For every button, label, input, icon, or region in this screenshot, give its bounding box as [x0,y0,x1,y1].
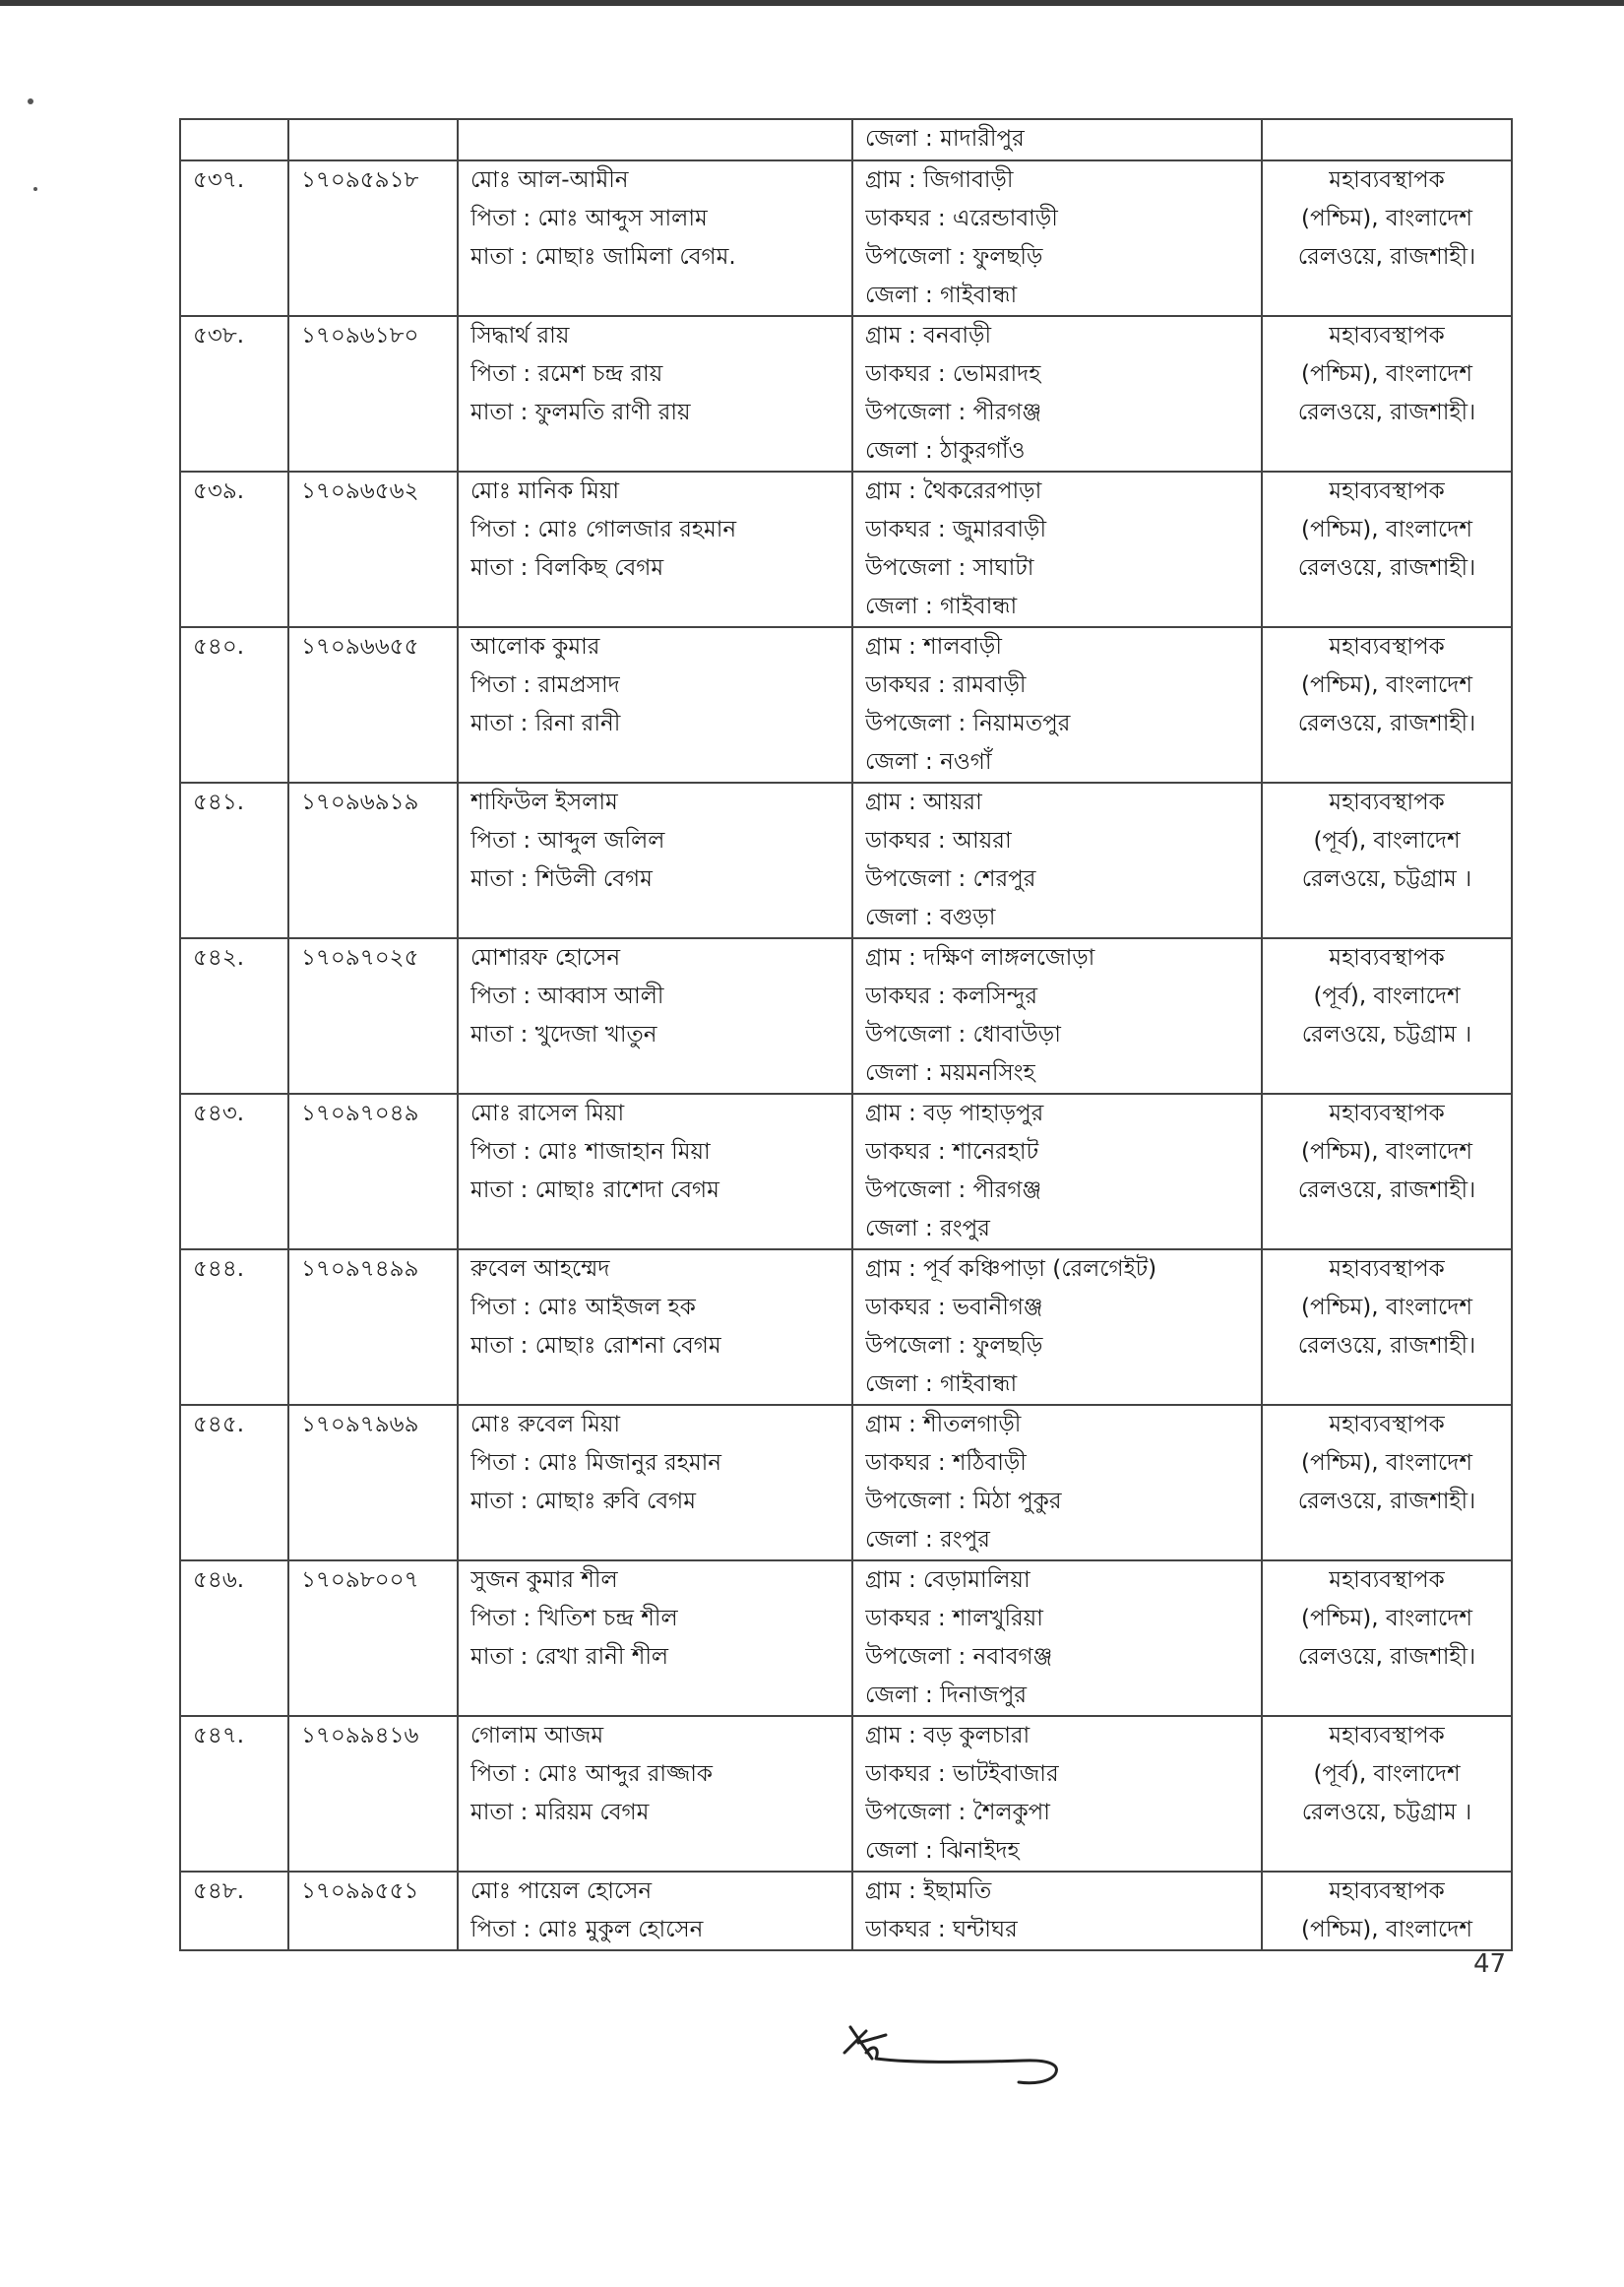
scan-speck [33,187,37,191]
office-line: মহাব্যবস্থাপক [1329,634,1445,660]
office-line: (পশ্চিম), বাংলাদেশ [1301,672,1472,698]
office-line: মহাব্যবস্থাপক [1329,1412,1445,1437]
office-line: রেলওয়ে, রাজশাহী। [1297,400,1476,425]
table-row [180,1249,1512,1405]
office-cell [1262,119,1512,160]
serial-number: ৫৪৮. [193,1878,245,1904]
address-line: উপজেলা : নিয়ামতপুর [865,711,1071,736]
candidate-name: গোলাম আজম [470,1723,604,1748]
candidate-table-body [180,119,1512,1950]
address-line: জেলা : ময়মনসিংহ [865,1060,1035,1086]
page-number: 47 [1473,1949,1507,1979]
address-line: ডাকঘর : ঘন্টাঘর [865,1917,1018,1942]
serial-cell [180,783,288,938]
office-line: মহাব্যবস্থাপক [1329,1878,1445,1904]
office-line: (পশ্চিম), বাংলাদেশ [1301,517,1472,542]
address-line: জেলা : গাইবান্ধা [865,283,1018,308]
parent-name: মাতা : মোছাঃ জামিলা বেগম. [470,244,736,270]
address-cell [852,1872,1262,1950]
address-line: ডাকঘর : ভাটইবাজার [865,1761,1059,1787]
top-scan-edge [0,0,1624,6]
address-cell [852,1094,1262,1249]
parent-name: মাতা : শিউলী বেগম [470,866,653,892]
office-line: মহাব্যবস্থাপক [1329,478,1445,504]
candidate-name: মোঃ পায়েল হোসেন [470,1878,653,1904]
office-line: রেলওয়ে, রাজশাহী। [1297,1177,1476,1203]
office-line: রেলওয়ে, চট্টগ্রাম । [1301,866,1472,892]
roll-number: ১৭০৯৭০২৫ [301,945,419,971]
roll-number: ১৭০৯৬১৮০ [301,323,419,349]
parent-name: পিতা : মোঃ মুকুল হোসেন [470,1917,704,1942]
candidate-name: সিদ্ধার্থ রায় [470,323,570,349]
office-line: রেলওয়ে, রাজশাহী। [1297,1333,1476,1359]
address-cell [852,1249,1262,1405]
roll-cell [288,1094,458,1249]
address-line: ডাকঘর : কলসিন্দুর [865,984,1038,1009]
table-row [180,316,1512,472]
parent-name: মাতা : মোছাঃ রাশেদা বেগম [470,1177,719,1203]
office-cell [1262,472,1512,627]
serial-number: ৫৪৩. [193,1101,245,1126]
office-line: (পশ্চিম), বাংলাদেশ [1301,361,1472,387]
office-line: রেলওয়ে, রাজশাহী। [1297,1644,1476,1670]
parent-name: পিতা : রামপ্রসাদ [470,672,620,698]
name-cell [458,627,852,783]
continuation-row [180,119,1512,160]
parent-name: পিতা : মোঃ শাজাহান মিয়া [470,1139,711,1165]
parent-name: পিতা : মোঃ আইজল হক [470,1295,696,1320]
address-line: গ্রাম : বড় পাহাড়পুর [865,1101,1044,1126]
office-line: মহাব্যবস্থাপক [1329,167,1445,193]
serial-cell [180,1094,288,1249]
table-row [180,1405,1512,1560]
address-line: গ্রাম : শালবাড়ী [865,634,1002,660]
address-line: জেলা : ঠাকুরগাঁও [865,438,1026,464]
office-line: (পশ্চিম), বাংলাদেশ [1301,206,1472,231]
roll-number: ১৭০৯৬৫৬২ [301,478,419,504]
address-line: জেলা : গাইবান্ধা [865,1371,1018,1397]
office-line: (পূর্ব), বাংলাদেশ [1313,1761,1461,1787]
office-line: মহাব্যবস্থাপক [1329,323,1445,349]
office-line: (পশ্চিম), বাংলাদেশ [1301,1450,1472,1476]
address-cell [852,472,1262,627]
office-line: (পশ্চিম), বাংলাদেশ [1301,1606,1472,1631]
roll-cell [288,938,458,1094]
address-cell [852,1716,1262,1872]
office-line: (পশ্চিম), বাংলাদেশ [1301,1917,1472,1942]
parent-name: মাতা : মরিয়ম বেগম [470,1800,650,1825]
candidate-table [179,118,1513,1951]
roll-number: ১৭০৯৯৫৫১ [301,1878,419,1904]
table-row [180,938,1512,1094]
address-cell [852,627,1262,783]
roll-cell [288,119,458,160]
serial-cell [180,1405,288,1560]
serial-cell [180,119,288,160]
address-line: গ্রাম : ইছামতি [865,1878,992,1904]
roll-number: ১৭০৯৬৯১৯ [301,790,419,815]
serial-cell [180,1560,288,1716]
candidate-name: মোঃ মানিক মিয়া [470,478,620,504]
candidate-name: রুবেল আহম্মেদ [470,1256,610,1282]
parent-name: পিতা : মোঃ মিজানুর রহমান [470,1450,722,1476]
parent-name: মাতা : ফুলমতি রাণী রায় [470,400,691,425]
address-cell [852,119,1262,160]
name-cell [458,783,852,938]
serial-cell [180,1249,288,1405]
office-line: (পূর্ব), বাংলাদেশ [1313,984,1461,1009]
serial-number: ৫৪৪. [193,1256,245,1282]
address-line: গ্রাম : দক্ষিণ লাঙ্গলজোড়া [865,945,1095,971]
roll-cell [288,472,458,627]
office-line: (পশ্চিম), বাংলাদেশ [1301,1295,1472,1320]
office-cell [1262,1094,1512,1249]
candidate-name: মোঃ রাসেল মিয়া [470,1101,625,1126]
address-line: গ্রাম : বেড়ামালিয়া [865,1567,1031,1593]
table-row [180,160,1512,316]
roll-cell [288,316,458,472]
address-line: গ্রাম : আয়রা [865,790,982,815]
roll-cell [288,1405,458,1560]
serial-number: ৫৪০. [193,634,245,660]
parent-name: মাতা : মোছাঃ রোশনা বেগম [470,1333,721,1359]
address-line: ডাকঘর : আয়রা [865,828,1012,854]
serial-cell [180,316,288,472]
address-line: গ্রাম : বড় কুলচারা [865,1723,1031,1748]
office-line: মহাব্যবস্থাপক [1329,1567,1445,1593]
address-line: ডাকঘর : শঠিবাড়ী [865,1450,1027,1476]
name-cell [458,1560,852,1716]
roll-number: ১৭০৯৮০০৭ [301,1567,419,1593]
roll-cell [288,783,458,938]
table-row [180,1716,1512,1872]
office-cell [1262,627,1512,783]
serial-number: ৫৩৭. [193,167,245,193]
address-line: উপজেলা : মিঠা পুকুর [865,1489,1062,1514]
serial-number: ৫৩৯. [193,478,245,504]
office-line: রেলওয়ে, চট্টগ্রাম । [1301,1800,1472,1825]
office-cell [1262,1249,1512,1405]
office-cell [1262,316,1512,472]
office-cell [1262,1716,1512,1872]
parent-name: পিতা : আব্দুল জলিল [470,828,665,854]
office-cell [1262,938,1512,1094]
name-cell [458,1094,852,1249]
parent-name: পিতা : আব্বাস আলী [470,984,664,1009]
address-cell [852,1405,1262,1560]
office-line: রেলওয়ে, রাজশাহী। [1297,711,1476,736]
roll-cell [288,160,458,316]
table-row [180,1560,1512,1716]
serial-cell [180,1872,288,1950]
roll-number: ১৭০৯৭০৪৯ [301,1101,419,1126]
parent-name: পিতা : খিতিশ চন্দ্র শীল [470,1606,678,1631]
name-cell [458,938,852,1094]
address-line: জেলা : দিনাজপুর [865,1683,1027,1708]
roll-cell [288,1716,458,1872]
candidate-name: সুজন কুমার শীল [470,1567,618,1593]
signature-mark [837,2013,1093,2102]
office-line: (পশ্চিম), বাংলাদেশ [1301,1139,1472,1165]
address-line: গ্রাম : শীতলগাড়ী [865,1412,1022,1437]
serial-cell [180,160,288,316]
parent-name: মাতা : রিনা রানী [470,711,621,736]
address-line: জেলা : বগুড়া [865,905,996,930]
roll-cell [288,627,458,783]
address-line: উপজেলা : শেরপুর [865,866,1036,892]
roll-number: ১৭০৯৫৯১৮ [301,167,419,193]
serial-number: ৫৪৫. [193,1412,245,1437]
serial-number: ৫৪৭. [193,1723,245,1748]
roll-cell [288,1872,458,1950]
address-line: উপজেলা : সাঘাটা [865,555,1034,581]
address-line: ডাকঘর : ভবানীগঞ্জ [865,1295,1043,1320]
table-row [180,1094,1512,1249]
scan-speck [28,98,33,104]
roll-cell [288,1560,458,1716]
serial-cell [180,627,288,783]
candidate-name: শাফিউল ইসলাম [470,790,618,815]
parent-name: পিতা : রমেশ চন্দ্র রায় [470,361,663,387]
office-line: রেলওয়ে, রাজশাহী। [1297,555,1476,581]
serial-cell [180,1716,288,1872]
office-line: মহাব্যবস্থাপক [1329,945,1445,971]
office-line: রেলওয়ে, রাজশাহী। [1297,1489,1476,1514]
address-line: জেলা : নওগাঁ [865,749,992,775]
parent-name: মাতা : মোছাঃ রুবি বেগম [470,1489,697,1514]
roll-number: ১৭০৯৭৪৯৯ [301,1256,419,1282]
table-row [180,783,1512,938]
serial-number: ৫৩৮. [193,323,245,349]
office-line: (পূর্ব), বাংলাদেশ [1313,828,1461,854]
candidate-name: মোঃ আল-আমীন [470,167,629,193]
roll-cell [288,1249,458,1405]
name-cell [458,1249,852,1405]
serial-number: ৫৪৬. [193,1567,245,1593]
table-row [180,1872,1512,1950]
office-line: মহাব্যবস্থাপক [1329,790,1445,815]
office-line: মহাব্যবস্থাপক [1329,1723,1445,1748]
address-line: উপজেলা : ধোবাউড়া [865,1022,1061,1048]
address-line: জেলা : মাদারীপুর [865,126,1025,152]
address-line: জেলা : ঝিনাইদহ [865,1838,1020,1864]
roll-number: ১৭০৯৭৯৬৯ [301,1412,419,1437]
name-cell [458,160,852,316]
name-cell [458,1405,852,1560]
address-line: উপজেলা : পীরগঞ্জ [865,1177,1042,1203]
address-cell [852,1560,1262,1716]
address-line: ডাকঘর : এরেন্ডাবাড়ী [865,206,1058,231]
office-cell [1262,1405,1512,1560]
table-row [180,472,1512,627]
candidate-name: আলোক কুমার [470,634,600,660]
address-line: উপজেলা : ফুলছড়ি [865,244,1043,270]
parent-name: পিতা : মোঃ গোলজার রহমান [470,517,737,542]
parent-name: মাতা : রেখা রানী শীল [470,1644,669,1670]
address-cell [852,938,1262,1094]
parent-name: পিতা : মোঃ আব্দুস সালাম [470,206,708,231]
address-line: উপজেলা : নবাবগঞ্জ [865,1644,1053,1670]
address-line: উপজেলা : ফুলছড়ি [865,1333,1043,1359]
name-cell [458,1716,852,1872]
address-line: ডাকঘর : জুমারবাড়ী [865,517,1047,542]
office-cell [1262,1560,1512,1716]
address-line: গ্রাম : বনবাড়ী [865,323,992,349]
address-line: গ্রাম : পূর্ব কঞ্চিপাড়া (রেলগেইট) [865,1256,1157,1282]
serial-number: ৫৪২. [193,945,245,971]
parent-name: মাতা : বিলকিছ বেগম [470,555,664,581]
office-cell [1262,783,1512,938]
address-line: উপজেলা : শৈলকুপা [865,1800,1050,1825]
serial-cell [180,472,288,627]
table-row [180,627,1512,783]
office-line: মহাব্যবস্থাপক [1329,1256,1445,1282]
candidate-name: মোঃ রুবেল মিয়া [470,1412,621,1437]
address-line: জেলা : গাইবান্ধা [865,594,1018,619]
serial-number: ৫৪১. [193,790,245,815]
office-line: রেলওয়ে, চট্টগ্রাম । [1301,1022,1472,1048]
address-line: গ্রাম : জিগাবাড়ী [865,167,1014,193]
address-line: জেলা : রংপুর [865,1527,990,1553]
serial-cell [180,938,288,1094]
address-line: ডাকঘর : শালখুরিয়া [865,1606,1043,1631]
roll-number: ১৭০৯৬৬৫৫ [301,634,419,660]
address-line: জেলা : রংপুর [865,1216,990,1241]
name-cell [458,472,852,627]
address-line: ডাকঘর : রামবাড়ী [865,672,1027,698]
office-cell [1262,160,1512,316]
address-line: ডাকঘর : শানেরহাট [865,1139,1039,1165]
office-line: রেলওয়ে, রাজশাহী। [1297,244,1476,270]
office-cell [1262,1872,1512,1950]
name-cell [458,316,852,472]
parent-name: মাতা : খুদেজা খাতুন [470,1022,657,1048]
address-cell [852,316,1262,472]
parent-name: পিতা : মোঃ আব্দুর রাজ্জাক [470,1761,713,1787]
address-line: গ্রাম : থৈকরেরপাড়া [865,478,1042,504]
address-cell [852,783,1262,938]
roll-number: ১৭০৯৯৪১৬ [301,1723,419,1748]
address-line: উপজেলা : পীরগঞ্জ [865,400,1042,425]
address-cell [852,160,1262,316]
address-line: ডাকঘর : ভোমরাদহ [865,361,1041,387]
name-cell [458,119,852,160]
office-line: মহাব্যবস্থাপক [1329,1101,1445,1126]
candidate-name: মোশারফ হোসেন [470,945,621,971]
name-cell [458,1872,852,1950]
